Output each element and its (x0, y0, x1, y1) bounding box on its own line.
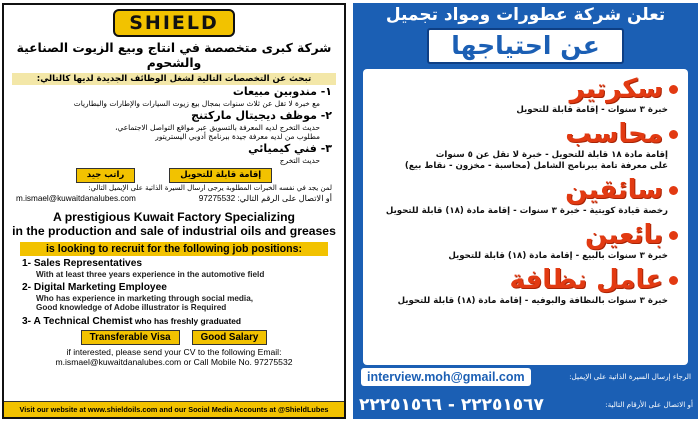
perfume-job-desc: على معرفة تامة ببرنامج الشامل (محاسبة - مخزون - نقاط بيع) (404, 161, 668, 171)
perfume-job-desc: إقامة مادة ١٨ قابلة للتحويل - خبرة لا تقل عن ٥ سنوات (435, 150, 668, 160)
ar-badge-salary: راتب جيد (76, 168, 135, 183)
perfume-job-desc: رخصة قيادة كويتية - خبرة ٣ سنوات - إقامة مادة (١٨) قابلة للتحويل (385, 206, 668, 216)
perfume-job-title: بائعين (585, 220, 663, 250)
shield-ad (2, 3, 346, 419)
perfume-email-row (361, 368, 691, 386)
en-apply-line-1: if interested, please send your CV to the following Email: (66, 346, 282, 357)
shield-logo: SHIELD (113, 9, 235, 37)
en-job-title: 1- Sales Representatives (22, 258, 143, 269)
bullet-icon (669, 186, 678, 195)
ar-job-desc: مع خبرة لا تقل عن ثلاث سنوات بمجال بيع زيوت السيارات والإطارات والبطاريات (73, 99, 320, 108)
en-job-desc: Who has experience in marketing through social media, (36, 293, 254, 303)
ar-job-item (16, 85, 332, 109)
perfume-job-item (373, 73, 678, 116)
perfume-job-panel (363, 69, 688, 365)
ar-job-title: ٢- موظف ديجيتال ماركتنج (191, 108, 332, 122)
perfume-needed-banner: عن احتياجها (427, 28, 624, 64)
en-badges (4, 330, 344, 345)
perfume-ad (353, 3, 698, 419)
en-headline (4, 210, 344, 238)
shield-footer[interactable]: Visit our website at www.shieldoils.com and our Social Media Accounts at @ShieldLubes (4, 401, 344, 417)
ar-job-item (16, 109, 332, 142)
perfume-job-desc: خبرة ٣ سنوات - إقامة قابلة للتحويل (516, 105, 668, 115)
perfume-job-title: محاسب (565, 119, 663, 149)
bullet-icon (669, 276, 678, 285)
ar-job-desc: حديث التخرج (279, 155, 320, 165)
en-job-desc: Good knowledge of Adobe illustrator is Required (36, 303, 227, 312)
ar-contact-email[interactable]: m.ismael@kuwaitdanalubes.com (16, 194, 136, 203)
shield-logo-area (4, 5, 344, 41)
ar-apply-text: لمن يجد في نفسه الخبرات المطلوبة يرجى ارسال السيرة الذاتية على الإيميل التالي: (88, 184, 332, 192)
en-badge-visa: Transferable Visa (81, 330, 180, 345)
perfume-email[interactable]: interview.moh@gmail.com (361, 368, 531, 386)
perfume-needed-area (353, 28, 698, 64)
ar-job-desc: حديث التخرج لديه المعرفة بالتسويق عبر مواقع التواصل الاجتماعي، (115, 122, 320, 132)
en-headline-line-2: in the production and sale of industrial oils and greases (12, 224, 336, 238)
ar-contact-phone: 97275532 :أو الاتصال على الرقم التالي (198, 194, 332, 203)
perfume-job-desc: خبرة ٣ سنوات بالنظافة والبوفيه - إقامة مادة (١٨) قابلة للتحويل (397, 296, 668, 306)
ar-job-item (16, 142, 332, 166)
en-job-title (22, 315, 326, 328)
perfume-job-item (373, 264, 678, 307)
en-job-item (22, 315, 326, 328)
en-headline-line-1: A prestigious Kuwait Factory Specializing (53, 210, 295, 224)
ar-headline: شركة كبرى متخصصة في انتاج وبيع الزيوت الصناعية والشحوم (16, 41, 332, 70)
en-apply-text (4, 347, 344, 368)
perfume-job-item (373, 174, 678, 217)
perfume-phone-label: أو الاتصال على الأرقام التالية: (605, 400, 693, 409)
bullet-icon (669, 231, 678, 240)
perfume-job-item (373, 118, 678, 172)
ar-job-list (4, 85, 344, 165)
perfume-job-item (373, 219, 678, 262)
ar-job-title: ١- مندوبين مبيعات (232, 85, 332, 98)
ar-contact-row (4, 193, 344, 204)
ar-badge-visa: إقامة قابلة للتحويل (169, 168, 272, 183)
en-job-title-text: 3- A Technical Chemist (22, 315, 133, 327)
perfume-job-desc: خبرة ٣ سنوات بالبيع - إقامة مادة (١٨) قابلة للتحويل (448, 251, 668, 261)
perfume-email-label: الرجاء إرسال السيرة الذاتية على الإيميل: (569, 372, 691, 381)
perfume-title: تعلن شركة عطورات ومواد تجميل (385, 5, 666, 25)
perfume-job-title: عامل نظافة (509, 265, 663, 295)
en-apply-line-2[interactable]: m.ismael@kuwaitdanalubes.com or Call Mobile No. 97275532 (55, 357, 293, 367)
en-job-desc: With at least three years experience in the automotive field (36, 270, 265, 279)
en-badge-salary: Good Salary (192, 330, 268, 345)
ar-badges (4, 168, 344, 183)
ar-subheadline: تبحث عن التخصصات التالية لشغل الوظائف الجديدة لديها كالتالي: (12, 73, 336, 85)
en-job-title: 2- Digital Marketing Employee (22, 281, 167, 293)
perfume-job-title: سائقين (565, 175, 663, 205)
perfume-job-title: سكرتير (569, 74, 663, 104)
en-recruit-banner: is looking to recruit for the following job positions: (20, 242, 328, 256)
perfume-phone-row (359, 393, 693, 417)
ar-job-desc: مطلوب من لديه معرفة جيدة ببرنامج أدوبي اليستريتور (155, 132, 320, 141)
en-job-title-suffix: who has freshly graduated (132, 315, 242, 326)
perfume-phone-numbers[interactable]: ٢٢٢٥١٥٦٧ - ٢٢٢٥١٥٦٦ (359, 395, 544, 415)
en-job-item (22, 258, 326, 280)
en-job-list (4, 258, 344, 328)
ar-job-title: ٣- فني كيميائي (248, 141, 332, 155)
en-job-item (22, 282, 326, 313)
bullet-icon (669, 85, 678, 94)
bullet-icon (669, 130, 678, 139)
